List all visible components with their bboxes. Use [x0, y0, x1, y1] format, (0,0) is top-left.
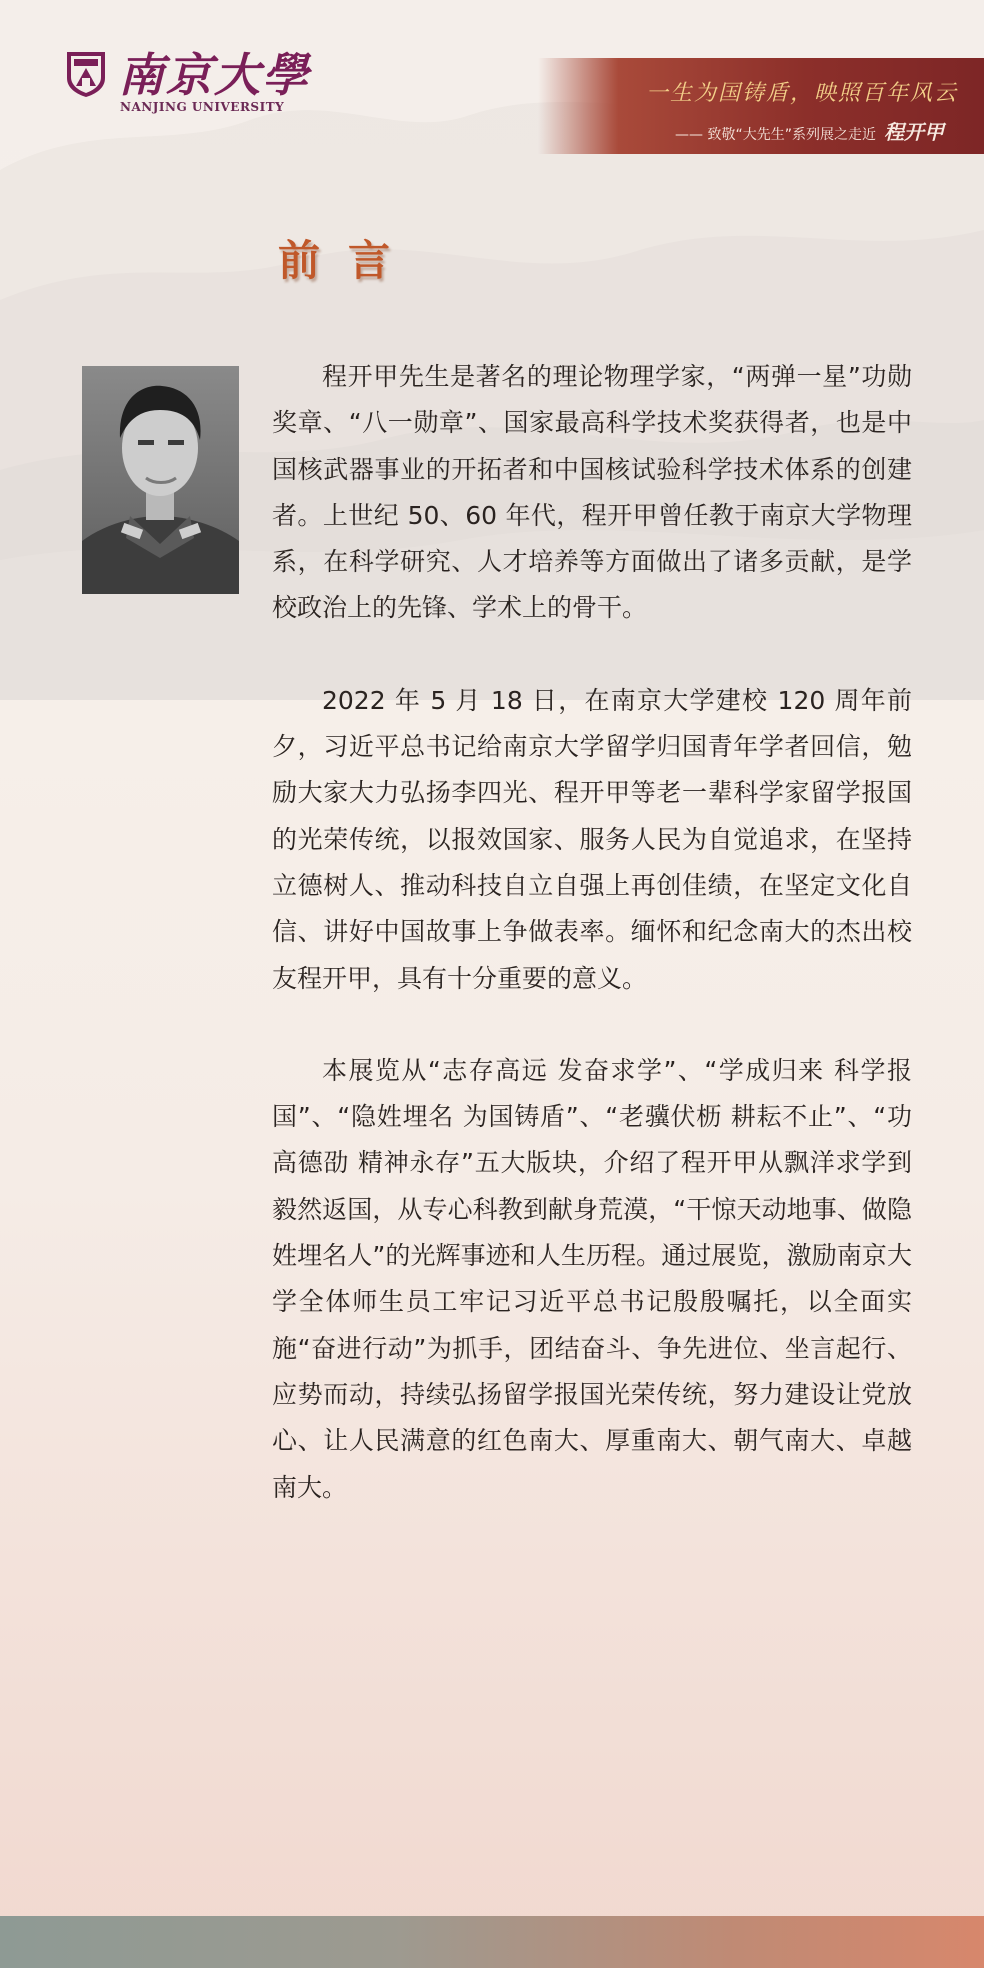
- preface-paragraph-3: 本展览从“志存高远 发奋求学”、“学成归来 科学报国”、“隐姓埋名 为国铸盾”、“老骥伏枥 耕耘不止”、“功高德劭 精神永存”五大版块，介绍了程开甲从飘洋求学到毅然返国，从专心科教到献身荒漠，“干惊天动地事、做隐姓埋名人”的光辉事迹和人生历程。通过展览，激励南京大学全体师生员工牢记习近平总书记殷殷嘱托，以全面实施“奋进行动”为抓手，团结奋斗、争先进位、坐言起行、应势而动，持续弘扬留学报国光荣传统，努力建设让党放心、让人民满意的红色南大、厚重南大、朝气南大、卓越南大。: [272, 1055, 912, 1502]
- university-name-cn: 南京大學: [118, 48, 310, 102]
- university-emblem-icon: [64, 48, 108, 98]
- exhibition-banner: [538, 58, 984, 154]
- preface-paragraph-2: 2022 年 5 月 18 日，在南京大学建校 120 周年前夕，习近平总书记给南京大学留学归国青年学者回信，勉励大家大力弘扬李四光、程开甲等老一辈科学家留学报国的光荣传统，以报效国家、服务人民为自觉追求，在坚持立德树人、推动科技自立自强上再创佳绩，在坚定文化自信、讲好中国故事上争做表率。缅怀和纪念南大的杰出校友程开甲，具有十分重要的意义。: [272, 685, 912, 993]
- portrait-photo: [82, 366, 239, 594]
- banner-series-text: —— 致敬“大先生”系列展之走近: [675, 127, 876, 143]
- preface-paragraph-1: 程开甲先生是著名的理论物理学家，“两弹一星”功勋奖章、“八一勋章”、国家最高科学技术奖获得者，也是中国核武器事业的开拓者和中国核试验科学技术体系的创建者。上世纪 50、60 年代，程开甲曾任教于南京大学物理系，在科学研究、人才培养等方面做出了诸多贡献，是学校政治上的先锋、学术上的骨干。: [272, 362, 912, 623]
- university-name-en: NANJING UNIVERSITY: [120, 100, 285, 114]
- nju-logo: [64, 48, 310, 118]
- portrait-image: [82, 366, 239, 594]
- banner-subtitle: [675, 116, 944, 145]
- banner-slogan: 一生为国铸盾，映照百年风云: [645, 81, 958, 106]
- banner-signature: 程开甲: [884, 120, 944, 144]
- page-title: 前言: [278, 236, 419, 285]
- preface-body: [272, 354, 912, 1557]
- footer-bar: [0, 1916, 984, 1968]
